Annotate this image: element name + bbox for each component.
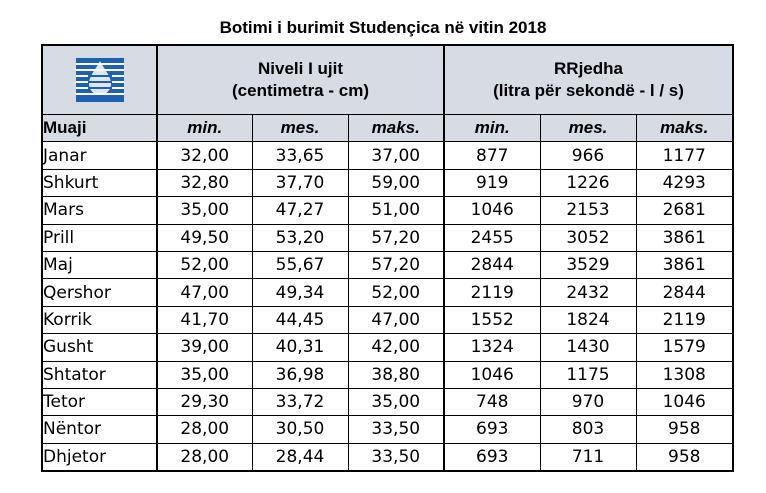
- value-cell: 49,50: [157, 224, 252, 251]
- logo-cell: [42, 45, 157, 115]
- value-cell: 1308: [636, 361, 733, 388]
- value-cell: 51,00: [348, 197, 444, 224]
- value-cell: 1430: [540, 334, 636, 361]
- value-cell: 47,27: [252, 197, 348, 224]
- page-title: Botimi i burimit Studençica në vitin 2018: [219, 18, 547, 37]
- table-row: [42, 388, 733, 415]
- value-cell: 28,44: [252, 443, 348, 471]
- value-cell: 35,00: [157, 361, 252, 388]
- value-cell: 803: [540, 416, 636, 443]
- value-cell: 52,00: [348, 279, 444, 306]
- value-cell: 47,00: [157, 279, 252, 306]
- value-cell: 42,00: [348, 334, 444, 361]
- value-cell: 36,98: [252, 361, 348, 388]
- value-cell: 966: [540, 142, 636, 169]
- value-cell: 1324: [444, 334, 540, 361]
- row-label-header: Muaji: [42, 115, 157, 142]
- value-cell: 919: [444, 169, 540, 196]
- value-cell: 33,72: [252, 388, 348, 415]
- month-cell: Korrik: [42, 306, 157, 333]
- value-cell: 1226: [540, 169, 636, 196]
- month-cell: Nëntor: [42, 416, 157, 443]
- value-cell: 30,50: [252, 416, 348, 443]
- group-water-level-title: Niveli I ujit: [257, 59, 344, 78]
- value-cell: 57,20: [348, 251, 444, 278]
- sub-header: min.: [157, 115, 252, 142]
- value-cell: 748: [444, 388, 540, 415]
- group-water-level-unit: (centimetra - cm): [232, 81, 369, 100]
- value-cell: 2681: [636, 197, 733, 224]
- table-row: [42, 306, 733, 333]
- group-water-level: [157, 45, 444, 115]
- group-flow-unit: (litra për sekondë - l / s): [493, 81, 684, 100]
- value-cell: 40,31: [252, 334, 348, 361]
- value-cell: 35,00: [348, 388, 444, 415]
- value-cell: 32,00: [157, 142, 252, 169]
- value-cell: 693: [444, 443, 540, 471]
- value-cell: 57,20: [348, 224, 444, 251]
- value-cell: 1175: [540, 361, 636, 388]
- value-cell: 33,65: [252, 142, 348, 169]
- value-cell: 3529: [540, 251, 636, 278]
- value-cell: 28,00: [157, 443, 252, 471]
- month-cell: Maj: [42, 251, 157, 278]
- water-drop-logo-icon: [76, 58, 124, 102]
- value-cell: 49,34: [252, 279, 348, 306]
- value-cell: 35,00: [157, 197, 252, 224]
- month-cell: Qershor: [42, 279, 157, 306]
- month-cell: Dhjetor: [42, 443, 157, 471]
- header-row-sub: [42, 115, 733, 142]
- value-cell: 1579: [636, 334, 733, 361]
- value-cell: 33,50: [348, 443, 444, 471]
- table-row: [42, 334, 733, 361]
- value-cell: 3052: [540, 224, 636, 251]
- value-cell: 2455: [444, 224, 540, 251]
- value-cell: 2119: [444, 279, 540, 306]
- table-row: [42, 224, 733, 251]
- value-cell: 693: [444, 416, 540, 443]
- month-cell: Janar: [42, 142, 157, 169]
- value-cell: 2432: [540, 279, 636, 306]
- table-row: [42, 361, 733, 388]
- table-row: [42, 443, 733, 471]
- value-cell: 2844: [636, 279, 733, 306]
- value-cell: 59,00: [348, 169, 444, 196]
- value-cell: 2153: [540, 197, 636, 224]
- value-cell: 29,30: [157, 388, 252, 415]
- value-cell: 1046: [636, 388, 733, 415]
- value-cell: 37,00: [348, 142, 444, 169]
- month-cell: Mars: [42, 197, 157, 224]
- table-row: [42, 279, 733, 306]
- value-cell: 3861: [636, 251, 733, 278]
- month-cell: Gusht: [42, 334, 157, 361]
- value-cell: 1046: [444, 361, 540, 388]
- value-cell: 44,45: [252, 306, 348, 333]
- value-cell: 970: [540, 388, 636, 415]
- value-cell: 55,67: [252, 251, 348, 278]
- sub-header: maks.: [636, 115, 733, 142]
- table-row: [42, 197, 733, 224]
- value-cell: 2119: [636, 306, 733, 333]
- value-cell: 39,00: [157, 334, 252, 361]
- month-cell: Shkurt: [42, 169, 157, 196]
- data-table: [41, 44, 734, 472]
- value-cell: 37,70: [252, 169, 348, 196]
- table-row: [42, 169, 733, 196]
- table-row: [42, 251, 733, 278]
- value-cell: 33,50: [348, 416, 444, 443]
- table-row: [42, 416, 733, 443]
- value-cell: 52,00: [157, 251, 252, 278]
- table-row: [42, 142, 733, 169]
- sub-header: maks.: [348, 115, 444, 142]
- value-cell: 41,70: [157, 306, 252, 333]
- value-cell: 877: [444, 142, 540, 169]
- value-cell: 2844: [444, 251, 540, 278]
- value-cell: 32,80: [157, 169, 252, 196]
- value-cell: 958: [636, 416, 733, 443]
- value-cell: 1824: [540, 306, 636, 333]
- value-cell: 4293: [636, 169, 733, 196]
- header-row-groups: [42, 45, 733, 115]
- value-cell: 28,00: [157, 416, 252, 443]
- group-flow-title: RRjedha: [554, 59, 623, 78]
- sub-header: mes.: [540, 115, 636, 142]
- value-cell: 1552: [444, 306, 540, 333]
- value-cell: 3861: [636, 224, 733, 251]
- value-cell: 47,00: [348, 306, 444, 333]
- sub-header: min.: [444, 115, 540, 142]
- value-cell: 38,80: [348, 361, 444, 388]
- sub-header: mes.: [252, 115, 348, 142]
- group-flow: [444, 45, 733, 115]
- month-cell: Tetor: [42, 388, 157, 415]
- value-cell: 53,20: [252, 224, 348, 251]
- value-cell: 958: [636, 443, 733, 471]
- value-cell: 711: [540, 443, 636, 471]
- value-cell: 1046: [444, 197, 540, 224]
- month-cell: Prill: [42, 224, 157, 251]
- value-cell: 1177: [636, 142, 733, 169]
- month-cell: Shtator: [42, 361, 157, 388]
